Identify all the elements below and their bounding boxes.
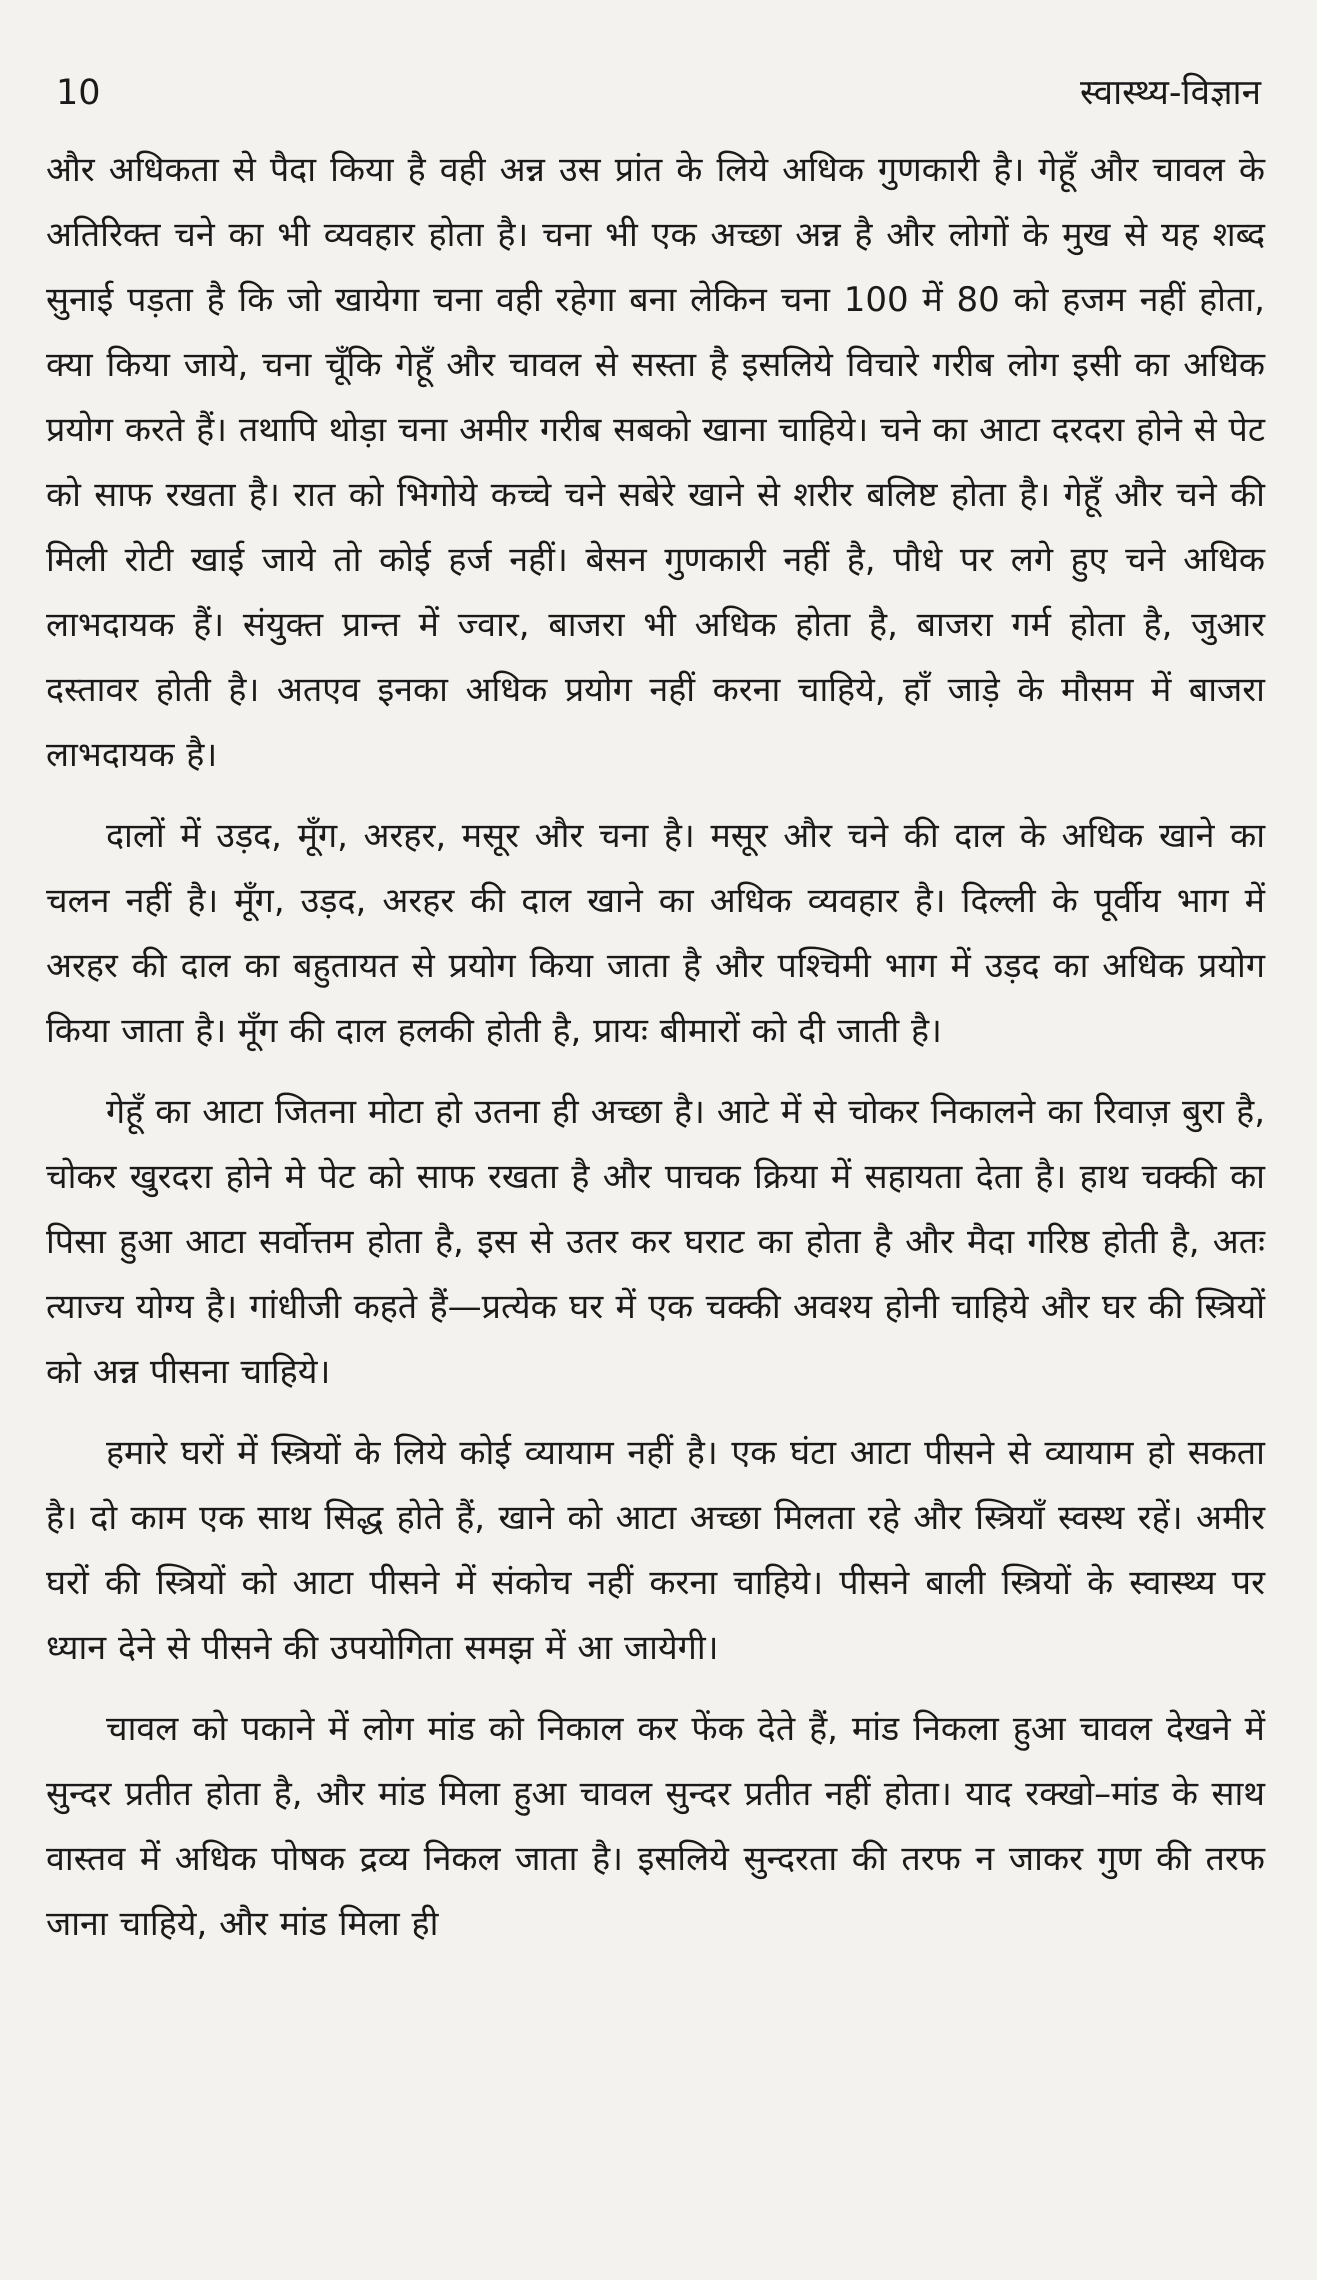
page-number: 10 [56,73,101,113]
running-title: स्वास्थ्य-विज्ञान [1080,73,1261,113]
paragraph-women-exercise: हमारे घरों में स्त्रियों के लिये कोई व्यायाम नहीं है। एक घंटा आटा पीसने से व्यायाम हो सकता है। दो काम एक साथ सिद्ध होते हैं, खाने को आटा अच्छा मिलता रहे और स्त्रियाँ स्वस्थ रहें। अमीर घरों की स्त्रियों को आटा पीसने में संकोच नहीं करना चाहिये। पीसने बाली स्त्रियों के स्वास्थ्य पर ध्यान देने से पीसने की उपयोगिता समझ में आ जायेगी। [46,1433,1265,1668]
paragraph-pulses: दालों में उड़द, मूँग, अरहर, मसूर और चना है। मसूर और चने की दाल के अधिक खाने का चलन नहीं है। मूँग, उड़द, अरहर की दाल खाने का अधिक व्यवहार है। दिल्ली के पूर्वीय भाग में अरहर की दाल का बहुतायत से प्रयोग किया जाता है और पश्चिमी भाग में उड़द का अधिक प्रयोग किया जाता है। मूँग की दाल हलकी होती है, प्रायः बीमारों को दी जाती है। [46,816,1265,1051]
body-text [46,138,1265,1957]
paragraph-wheat-flour: गेहूँ का आटा जितना मोटा हो उतना ही अच्छा है। आटे में से चोकर निकालने का रिवाज़ बुरा है, चोकर खुरदरा होने मे पेट को साफ रखता है और पाचक क्रिया में सहायता देता है। हाथ चक्की का पिसा हुआ आटा सर्वोत्तम होता है, इस से उतर कर घराट का होता है और मैदा गरिष्ठ होती है, अतः त्याज्य योग्य है। गांधीजी कहते हैं—प्रत्येक घर में एक चक्की अवश्य होनी चाहिये और घर की स्त्रियों को अन्न पीसना चाहिये। [46,1092,1265,1392]
page-header [46,68,1265,130]
paragraph-rice-starch: चावल को पकाने में लोग मांड को निकाल कर फेंक देते हैं, मांड निकला हुआ चावल देखने में सुन्दर प्रतीत होता है, और मांड मिला हुआ चावल सुन्दर प्रतीत नहीं होता। याद रक्खो–मांड के साथ वास्तव में अधिक पोषक द्रव्य निकल जाता है। इसलिये सुन्दरता की तरफ न जाकर गुण की तरफ जाना चाहिये, और मांड मिला ही [46,1709,1265,1944]
paragraph-grains: और अधिकता से पैदा किया है वही अन्न उस प्रांत के लिये अधिक गुणकारी है। गेहूँ और चावल के अतिरिक्त चने का भी व्यवहार होता है। चना भी एक अच्छा अन्न है और लोगों के मुख से यह शब्द सुनाई पड़ता है कि जो खायेगा चना वही रहेगा बना लेकिन चना 100 में 80 को हजम नहीं होता, क्या किया जाये, चना चूँकि गेहूँ और चावल से सस्ता है इसलिये विचारे गरीब लोग इसी का अधिक प्रयोग करते हैं। तथापि थोड़ा चना अमीर गरीब सबको खाना चाहिये। चने का आटा दरदरा होने से पेट को साफ रखता है। रात को भिगोये कच्चे चने सबेरे खाने से शरीर बलिष्ट होता है। गेहूँ और चने की मिली रोटी खाई जाये तो कोई हर्ज नहीं। बेसन गुणकारी नहीं है, पौधे पर लगे हुए चने अधिक लाभदायक हैं। संयुक्त प्रान्त में ज्वार, बाजरा भी अधिक होता है, बाजरा गर्म होता है, जुआर दस्तावर होती है। अतएव इनका अधिक प्रयोग नहीं करना चाहिये, हाँ जाड़े के मौसम में बाजरा लाभदायक है। [46,150,1265,775]
